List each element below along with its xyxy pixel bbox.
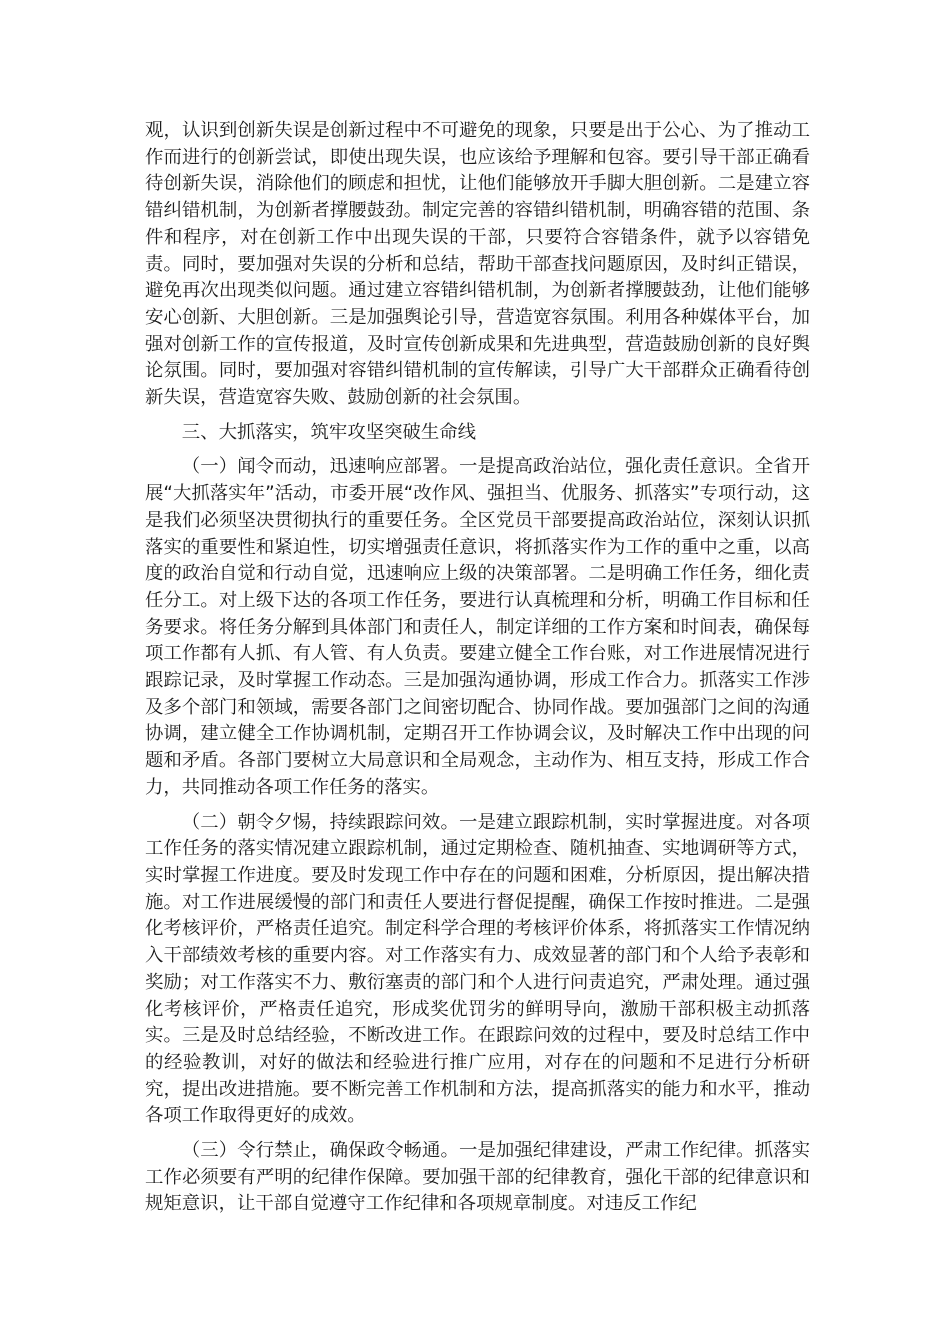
document-page [145, 118, 810, 1218]
paragraph-continuation: 观，认识到创新失误是创新过程中不可避免的现象，只要是出于公心、为了推动工作而进行的创新尝试，即使出现失误，也应该给予理解和包容。要引导干部正确看待创新失误，消除他们的顾虑和担忧，让他们能够放开手脚大胆创新。二是建立容错纠错机制，为创新者撑腰鼓劲。制定完善的容错纠错机制，明确容错的范围、条件和程序，对在创新工作中出现失误的干部，只要符合容错条件，就予以容错免责。同时，要加强对失误的分析和总结，帮助干部查找问题原因，及时纠正错误，避免再次出现类似问题。通过建立容错纠错机制，为创新者撑腰鼓劲，让他们能够安心创新、大胆创新。三是加强舆论引导，营造宽容氛围。利用各种媒体平台，加强对创新工作的宣传报道，及时宣传创新成果和先进典型，营造鼓励创新的良好舆论氛围。同时，要加强对容错纠错机制的宣传解读，引导广大干部群众正确看待创新失误，营造宽容失败、鼓励创新的社会氛围。 [145, 120, 810, 409]
paragraph-subsection-2: （二）朝令夕惕，持续跟踪问效。一是建立跟踪机制，实时掌握进度。对各项工作任务的落实情况建立跟踪机制，通过定期检查、随机抽查、实地调研等方式，实时掌握工作进度。要及时发现工作中存在的问题和困难，分析原因，提出解决措施。对工作进展缓慢的部门和责任人要进行督促提醒，确保工作按时推进。二是强化考核评价，严格责任追究。制定科学合理的考核评价体系，将抓落实工作情况纳入干部绩效考核的重要内容。对工作落实有力、成效显著的部门和个人给予表彰和奖励；对工作落实不力、敷衍塞责的部门和个人进行问责追究，严肃处理。通过强化考核评价，严格责任追究，形成奖优罚劣的鲜明导向，激励干部积极主动抓落实。三是及时总结经验，不断改进工作。在跟踪问效的过程中，要及时总结工作中的经验教训，对好的做法和经验进行推广应用，对存在的问题和不足进行分析研究，提出改进措施。要不断完善工作机制和方法，提高抓落实的能力和水平，推动各项工作取得更好的成效。 [145, 811, 810, 1127]
paragraph-subsection-3: （三）令行禁止，确保政令畅通。一是加强纪律建设，严肃工作纪律。抓落实工作必须要有严明的纪律作保障。要加强干部的纪律教育，强化干部的纪律意识和规矩意识，让干部自觉遵守工作纪律和各项规章制度。对违反工作纪 [145, 1140, 810, 1215]
section-heading: 三、大抓落实，筑牢攻坚突破生命线 [181, 421, 477, 443]
paragraph-subsection-1: （一）闻令而动，迅速响应部署。一是提高政治站位，强化责任意识。全省开展“大抓落实年”活动，市委开展“改作风、强担当、优服务、抓落实”专项行动，这是我们必须坚决贯彻执行的重要任务。全区党员干部要提高政治站位，深刻认识抓落实的重要性和紧迫性，切实增强责任意识，将抓落实作为工作的重中之重，以高度的政治自觉和行动自觉，迅速响应上级的决策部署。二是明确工作任务，细化责任分工。对上级下达的各项工作任务，要进行认真梳理和分析，明确工作目标和任务要求。将任务分解到具体部门和责任人，制定详细的工作方案和时间表，确保每项工作都有人抓、有人管、有人负责。要建立健全工作台账，对工作进展情况进行跟踪记录，及时掌握工作动态。三是加强沟通协调，形成工作合力。抓落实工作涉及多个部门和领域，需要各部门之间密切配合、协同作战。要加强部门之间的沟通协调，建立健全工作协调机制，定期召开工作协调会议，及时解决工作中出现的问题和矛盾。各部门要树立大局意识和全局观念，主动作为、相互支持，形成工作合力，共同推动各项工作任务的落实。 [145, 456, 810, 798]
